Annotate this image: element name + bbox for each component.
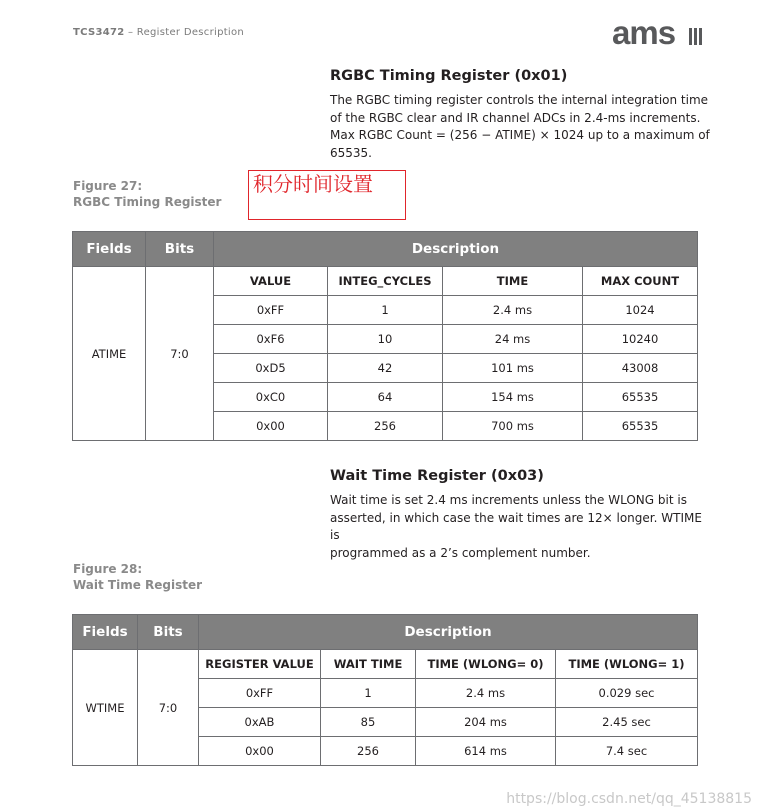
handwritten-annotation-box: 积分时间设置 [248, 170, 406, 220]
ams-logo [612, 18, 704, 48]
figure-28-caption [73, 561, 202, 593]
running-header [73, 27, 244, 38]
cell-value: 0xD5 [214, 354, 328, 383]
cell-register-value: 0xFF [199, 679, 321, 708]
cell-max-count: 43008 [583, 354, 698, 383]
rgbc-timing-table [72, 231, 698, 441]
figure-title: Wait Time Register [73, 578, 203, 592]
wait-section-title: Wait Time Register (0x03) [330, 468, 544, 484]
figure-27-caption [73, 178, 221, 210]
sub-header-time-wlong0: TIME (WLONG= 0) [416, 650, 556, 679]
cell-max-count: 10240 [583, 325, 698, 354]
cell-integ-cycles: 64 [328, 383, 443, 412]
sub-header-max-count: MAX COUNT [583, 267, 698, 296]
wait-line: Wait time is set 2.4 ms increments unless the WLONG bit is [330, 493, 687, 507]
wait-description [330, 492, 710, 562]
cell-integ-cycles: 42 [328, 354, 443, 383]
bits-cell: 7:0 [138, 650, 199, 766]
bits-cell: 7:0 [146, 267, 214, 441]
header-section: Register Description [136, 27, 245, 38]
cell-time-wlong0: 2.4 ms [416, 679, 556, 708]
cell-max-count: 65535 [583, 383, 698, 412]
cell-integ-cycles: 10 [328, 325, 443, 354]
logo-text: ams [612, 18, 676, 48]
cell-value: 0x00 [214, 412, 328, 441]
cell-time: 700 ms [443, 412, 583, 441]
cell-time-wlong1: 2.45 sec [556, 708, 698, 737]
figure-number: Figure 27: [73, 179, 143, 193]
sub-header-time: TIME [443, 267, 583, 296]
cell-time-wlong0: 204 ms [416, 708, 556, 737]
header-separator: – [127, 27, 134, 38]
wait-time-table [72, 614, 698, 766]
cell-time-wlong1: 7.4 sec [556, 737, 698, 766]
cell-value: 0xFF [214, 296, 328, 325]
watermark-url: https://blog.csdn.net/qq_45138815 [506, 791, 752, 807]
field-cell: ATIME [73, 267, 146, 441]
col-header-description: Description [199, 615, 698, 650]
sub-header-time-wlong1: TIME (WLONG= 1) [556, 650, 698, 679]
cell-time-wlong1: 0.029 sec [556, 679, 698, 708]
cell-integ-cycles: 256 [328, 412, 443, 441]
cell-time: 2.4 ms [443, 296, 583, 325]
sub-header-register-value: REGISTER VALUE [199, 650, 321, 679]
figure-title: RGBC Timing Register [73, 195, 222, 209]
cell-value: 0xF6 [214, 325, 328, 354]
rgbc-description [330, 92, 710, 162]
cell-wait-time: 1 [321, 679, 416, 708]
col-header-bits: Bits [138, 615, 199, 650]
cell-time: 24 ms [443, 325, 583, 354]
cell-max-count: 1024 [583, 296, 698, 325]
cell-time: 154 ms [443, 383, 583, 412]
cell-integ-cycles: 1 [328, 296, 443, 325]
figure-number: Figure 28: [73, 562, 143, 576]
cell-wait-time: 85 [321, 708, 416, 737]
cell-value: 0xC0 [214, 383, 328, 412]
rgbc-line: The RGBC timing register controls the internal integration time [330, 93, 709, 107]
wait-line: asserted, in which case the wait times are 12× longer. WTIME is [330, 510, 702, 542]
doc-id: TCS3472 [73, 27, 125, 38]
cell-max-count: 65535 [583, 412, 698, 441]
cell-wait-time: 256 [321, 737, 416, 766]
sub-header-value: VALUE [214, 267, 328, 296]
col-header-fields: Fields [73, 232, 146, 267]
rgbc-line: Max RGBC Count = (256 − ATIME) × 1024 up to a maximum of [330, 128, 710, 142]
rgbc-line: 65535. [330, 145, 372, 160]
field-cell: WTIME [73, 650, 138, 766]
wait-line: programmed as a 2’s complement number. [330, 545, 591, 560]
cell-register-value: 0xAB [199, 708, 321, 737]
cell-time: 101 ms [443, 354, 583, 383]
cell-register-value: 0x00 [199, 737, 321, 766]
rgbc-line: of the RGBC clear and IR channel ADCs in 2.4-ms increments. [330, 110, 701, 125]
col-header-bits: Bits [146, 232, 214, 267]
col-header-description: Description [214, 232, 698, 267]
col-header-fields: Fields [73, 615, 138, 650]
sub-header-wait-time: WAIT TIME [321, 650, 416, 679]
cell-time-wlong0: 614 ms [416, 737, 556, 766]
rgbc-section-title: RGBC Timing Register (0x01) [330, 68, 568, 84]
sub-header-integ-cycles: INTEG_CYCLES [328, 267, 443, 296]
